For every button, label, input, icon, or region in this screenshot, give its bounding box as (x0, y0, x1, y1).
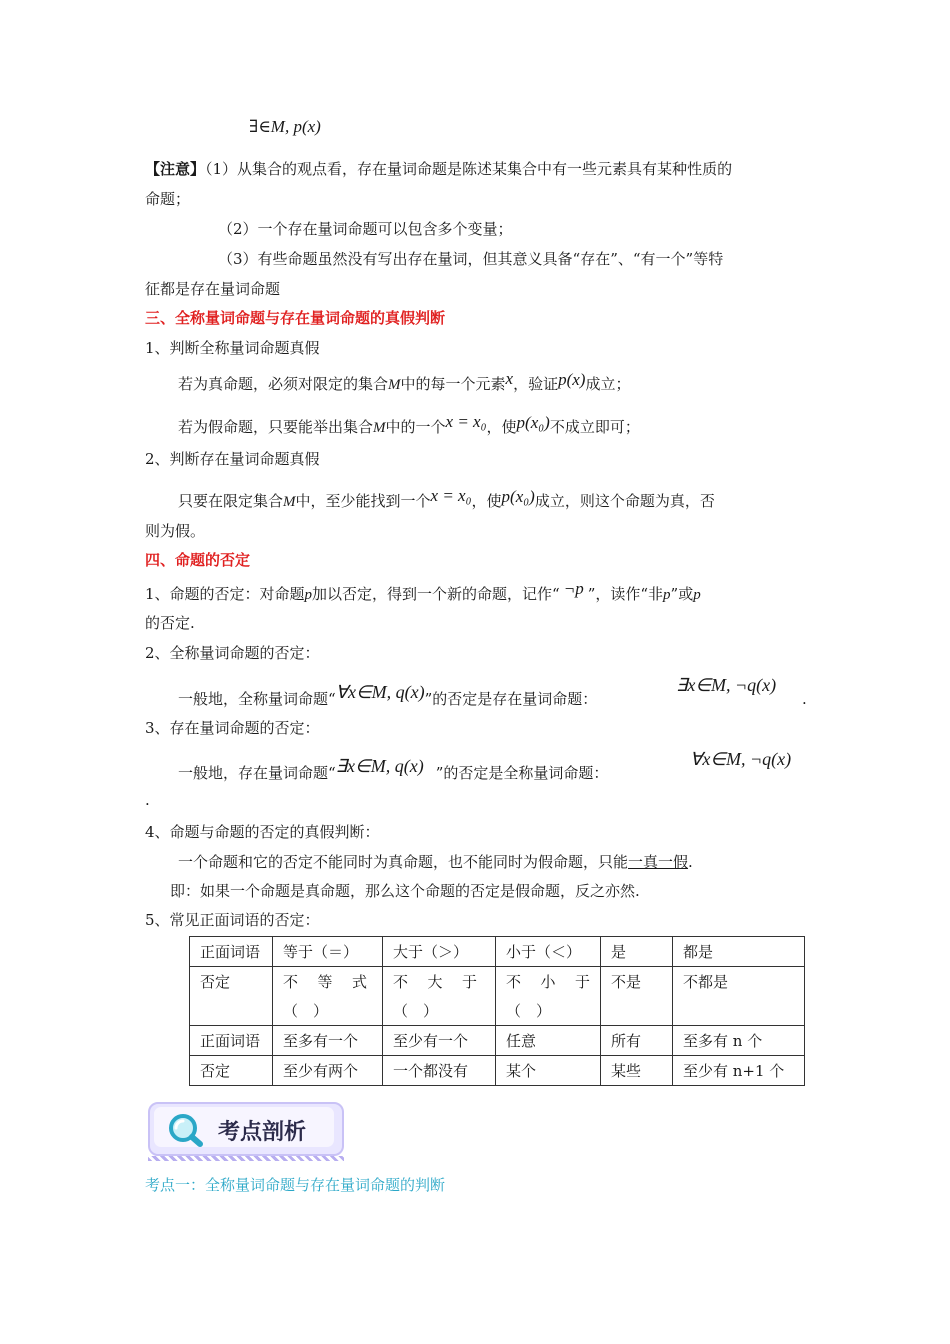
section3-heading: 三、全称量词命题与存在量词命题的真假判断 (145, 309, 446, 327)
section4-item2: 2、全称量词命题的否定： (145, 644, 320, 662)
section3-p3-cont: 则为假。 (145, 522, 206, 540)
table-cell: 至少有 n+1 个 (673, 1056, 805, 1086)
section3-p2: 若为假命题，只要能举出集合M中的一个x = x₀，使p(x₀)不成立即可； (178, 412, 640, 436)
table-cell: 不 大 于 （ ） (383, 967, 496, 1026)
table-cell: 某些 (601, 1056, 673, 1086)
section4-item2-text: 一般地，全称量词命题“∀x∈M, q(x)”的否定是存在量词命题： (178, 682, 598, 708)
notice-item3b: 征都是存在量词命题 (145, 280, 281, 298)
table-cell: 否定 (190, 1056, 273, 1086)
notice-line-1 (145, 158, 732, 179)
table-cell: 等于（＝） (273, 937, 383, 967)
table-cell: 正面词语 (190, 1026, 273, 1056)
table-cell: 至多有一个 (273, 1026, 383, 1056)
notice-item1b: 命题； (145, 190, 191, 208)
notice-label: 【注意】 (145, 160, 206, 178)
section4-item3-text: 一般地，存在量词命题“∃x∈M, q(x) ”的否定是全称量词命题： (178, 756, 609, 782)
table-row (190, 937, 805, 967)
table-cell: 不都是 (673, 967, 805, 1026)
section3-p1: 若为真命题，必须对限定的集合M中的每一个元素x，验证p(x)成立； (178, 369, 631, 393)
table-cell: 至少有两个 (273, 1056, 383, 1086)
section4-item4-text: 一个命题和它的否定不能同时为真命题，也不能同时为假命题，只能一真一假. (178, 853, 693, 871)
table-cell: 某个 (496, 1056, 601, 1086)
table-cell: 至多有 n 个 (673, 1026, 805, 1056)
table-row (190, 1056, 805, 1086)
notice-item2: （2）一个存在量词命题可以包含多个变量； (218, 220, 513, 238)
table-cell: 不 小 于 （ ） (496, 967, 601, 1026)
table-cell: 不是 (601, 967, 673, 1026)
section4-item4: 4、命题与命题的否定的真假判断： (145, 823, 380, 841)
banner-title: 考点剖析 (218, 1120, 307, 1145)
table-row (190, 1026, 805, 1056)
section4-item4-text2: 即：如果一个命题是真命题，那么这个命题的否定是假命题，反之亦然. (170, 882, 640, 900)
table-row (190, 967, 805, 1026)
table-cell: 正面词语 (190, 937, 273, 967)
section4-item2-formula2: ∃x∈M, ¬q(x) (676, 675, 777, 695)
table-cell: 一个都没有 (383, 1056, 496, 1086)
section4-item3-dot: . (145, 791, 150, 809)
table-cell: 都是 (673, 937, 805, 967)
section3-sub2: 2、判断存在量词命题真假 (145, 450, 320, 468)
magnifier-icon (166, 1111, 206, 1147)
section4-item2-dot: . (802, 690, 807, 708)
section4-heading: 四、命题的否定 (145, 551, 251, 569)
top-formula: ∃∈M, p(x) (249, 117, 321, 136)
table-cell: 任意 (496, 1026, 601, 1056)
notice-item1a: （1）从集合的观点看，存在量词命题是陈述某集合中有一些元素具有某种性质的 (205, 160, 733, 178)
section3-p3: 只要在限定集合M中，至少能找到一个x = x₀，使p(x₀)成立，则这个命题为真，否 (178, 486, 715, 510)
section4-item1: 1、命题的否定：对命题p加以否定，得到一个新的命题，记作“ ¬p ”，读作“非p”或p (145, 579, 701, 603)
table-cell: 所有 (601, 1026, 673, 1056)
notice-item3a: （3）有些命题虽然没有写出存在量词，但其意义具备“存在”、“有一个”等特 (218, 250, 724, 268)
table-cell: 否定 (190, 967, 273, 1026)
section4-item3: 3、存在量词命题的否定： (145, 719, 320, 737)
table-cell: 至少有一个 (383, 1026, 496, 1056)
table-cell: 是 (601, 937, 673, 967)
kaodian-1-heading: 考点一：全称量词命题与存在量词命题的判断 (145, 1176, 446, 1194)
section3-sub1: 1、判断全称量词命题真假 (145, 339, 320, 357)
section-banner (148, 1102, 344, 1158)
table-cell: 不 等 式 （ ） (273, 967, 383, 1026)
section4-item3-formula2: ∀x∈M, ¬q(x) (690, 749, 792, 769)
negation-table (189, 936, 805, 1086)
table-cell: 大于（＞） (383, 937, 496, 967)
table-cell: 小于（＜） (496, 937, 601, 967)
section4-item5: 5、常见正面词语的否定： (145, 911, 320, 929)
section4-item1-cont: 的否定. (145, 614, 195, 632)
